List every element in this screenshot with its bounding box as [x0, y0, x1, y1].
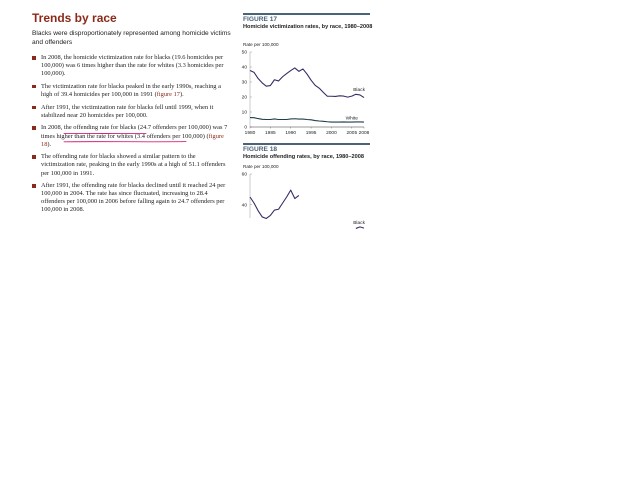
figure-18-chart	[238, 170, 378, 226]
figure-17-link[interactable]: figure 17	[156, 90, 180, 98]
figure-18-link[interactable]: figure 18	[41, 132, 224, 148]
bullet-item: After 1991, the offending rate for blacks declined until it reached 24 per 100,000 in 2004. The rate has since fluctuated, increasing to 28.4 offenders per 100,000 in 2006 before falling again to 24.7 offenders per 100,000 in 2008.	[32, 182, 230, 214]
bullet-item: The offending rate for blacks showed a similar pattern to the victimization rate, peaking in the early 1990s at a high of 51.1 offenders per 100,000 in 1991.	[32, 153, 230, 177]
figure-17-ylabel: Rate per 100,000	[243, 42, 279, 47]
figure-18-label: FIGURE 18	[243, 146, 278, 153]
figure-17-label: FIGURE 17	[243, 16, 278, 23]
bullet-item: The victimization rate for blacks peaked in the early 1990s, reaching a high of 39.4 homicides per 100,000 in 1991 (figure 17).	[32, 83, 230, 99]
y-tick-label: 50	[241, 50, 247, 56]
figure-18-ylabel: Rate per 100,000	[243, 164, 279, 169]
series-line-black	[250, 190, 299, 218]
series-label-black: Black	[353, 87, 365, 93]
bullet-item: In 2008, the homicide victimization rate for blacks (19.6 homicides per 100,000) was 6 times higher than the rate for whites (3.3 homicides per 100,000).	[32, 54, 230, 78]
x-tick-label: 1995	[305, 131, 317, 136]
y-tick-label: 20	[241, 95, 247, 101]
section-subtitle: Blacks were disproportionately represented among homicide victims and offenders	[32, 30, 231, 46]
series-label-white: White	[345, 116, 358, 122]
y-tick-label: 60	[241, 172, 247, 178]
section-title: Trends by race	[32, 11, 117, 25]
x-tick-label: 1990	[285, 131, 297, 136]
figure-17-title: Homicide victimization rates, by race, 1980–2008	[243, 24, 373, 30]
y-tick-label: 40	[241, 203, 247, 209]
y-tick-label: 30	[241, 80, 247, 86]
figure-18-rule	[243, 143, 370, 145]
y-tick-label: 40	[241, 65, 247, 71]
y-tick-label: 10	[241, 110, 247, 116]
figure-18-title: Homicide offending rates, by race, 1980–2008	[243, 154, 364, 160]
figure-17-rule	[243, 13, 370, 15]
y-tick-label: 0	[244, 125, 247, 131]
series-label-black: Black	[353, 220, 365, 226]
x-tick-label: 1980	[244, 131, 256, 136]
bullet-item: After 1991, the victimization rate for blacks fell until 1999, when it stabilized near 20 homicides per 100,000.	[32, 104, 230, 120]
x-tick-label: 1985	[265, 131, 276, 136]
x-tick-label: 2008	[358, 131, 370, 136]
figure-17-chart	[238, 48, 378, 140]
series-line-black	[250, 68, 364, 98]
x-tick-label: 2005	[346, 131, 358, 136]
bullet-item: In 2008, the offending rate for blacks (24.7 offenders per 100,000) was 7 times higher than the rate for whites (3.4 offenders per 100,000) (figure 18).	[32, 124, 230, 148]
x-tick-label: 2000	[326, 131, 337, 136]
